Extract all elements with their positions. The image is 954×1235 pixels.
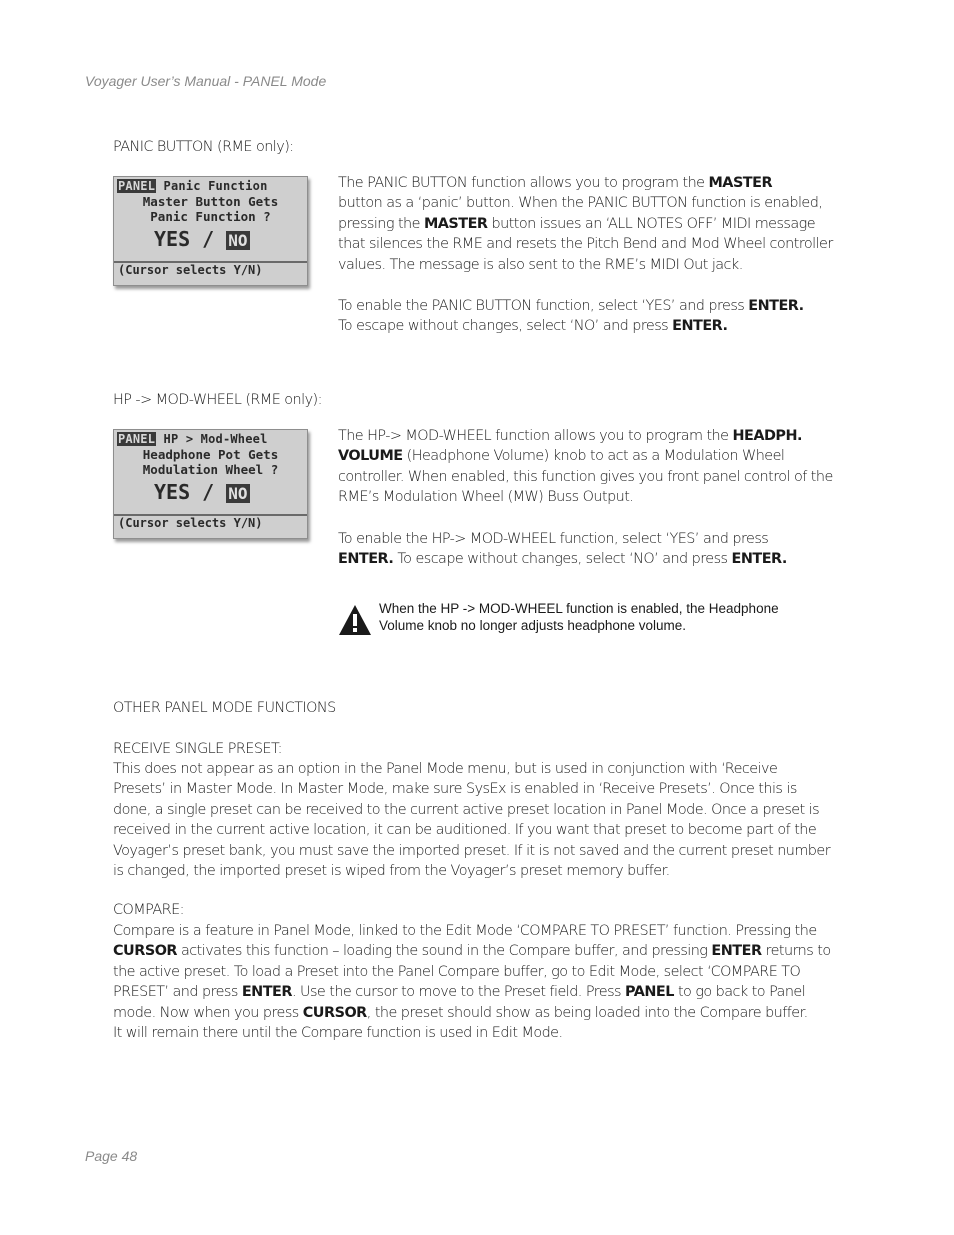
key-label: ENTER.	[672, 318, 728, 335]
text-run: values. The message is also sent to the RME’s MIDI Out jack.	[338, 256, 743, 273]
lcd-title	[117, 179, 268, 193]
text-run: RME’s Modulation Wheel (MW) Buss Output.	[338, 489, 634, 506]
text-run: Compare is a feature in Panel Mode, linked to the Edit Mode ‘COMPARE TO PRESET’ function. Pressing the	[113, 923, 817, 939]
paragraph-line: Presets’ in Master Mode. In Master Mode, make sure SysEx is enabled in ‘Receive Presets’. Once this is	[113, 781, 797, 798]
paragraph-line	[113, 941, 853, 961]
paragraph-line	[113, 1003, 853, 1023]
hp-lcd-screen	[113, 429, 308, 539]
paragraph-line: received in the current active location, it can be auditioned. If you want that preset to become part of the	[113, 822, 817, 839]
hp-instructions	[338, 529, 853, 570]
text-run: To escape without changes, select ‘NO’ and press	[338, 318, 673, 335]
lcd-hint: (Cursor selects Y/N)	[118, 516, 263, 530]
text-run: button issues an ‘ALL NOTES OFF’ MIDI message	[487, 215, 816, 232]
paragraph-line	[338, 467, 853, 487]
receive-paragraph	[113, 759, 853, 881]
text-run: The HP-> MOD-WHEEL function allows you to program the	[338, 428, 733, 444]
lcd-no-selected: NO	[228, 231, 248, 250]
paragraph-line: is changed, the imported preset is wiped from the Voyager’s preset memory buffer.	[113, 863, 670, 880]
hp-instr-text: To escape without changes, select ‘NO’ and press	[393, 551, 732, 568]
hp-heading: HP -> MOD-WHEEL (RME only):	[113, 392, 322, 408]
key-label: MASTER	[708, 175, 773, 191]
paragraph-line: Voyager’s preset bank, you must save the imported preset. If it is not saved and the current preset number	[113, 842, 831, 859]
text-run: the active preset. To load a Preset into the Panel Compare buffer, go to Edit Mode, select ‘COMPARE TO	[113, 963, 801, 980]
text-run: The PANIC BUTTON function allows you to program the	[338, 175, 709, 191]
text-run: , the preset should show as being loaded into the Compare buffer.	[366, 1004, 808, 1021]
paragraph-line	[338, 446, 853, 466]
key-label: PANEL	[625, 984, 674, 1001]
paragraph-line	[338, 214, 853, 234]
warning-icon	[338, 604, 372, 636]
other-heading: OTHER PANEL MODE FUNCTIONS	[113, 700, 336, 716]
paragraph-line	[113, 962, 853, 982]
page-header: Voyager User’s Manual - PANEL Mode	[85, 73, 327, 89]
lcd-line-2: Panic Function ?	[150, 209, 271, 224]
panic-description	[338, 173, 853, 275]
lcd-yes: YES	[154, 480, 203, 504]
lcd-hint: (Cursor selects Y/N)	[118, 263, 263, 277]
text-run: to go back to Panel	[673, 984, 806, 1001]
lcd-slash: /	[202, 227, 215, 251]
lcd-function-label: Panic Function	[156, 179, 268, 193]
paragraph-line	[338, 234, 853, 254]
text-run: . Use the cursor to move to the Preset field. Press	[291, 984, 625, 1001]
panic-lcd-screen	[113, 176, 308, 286]
paragraph-line	[338, 255, 853, 275]
text-run: pressing the	[338, 215, 424, 232]
paragraph-line	[338, 193, 853, 213]
text-run: controller. When enabled, this function gives you front panel control of the	[338, 468, 833, 485]
paragraph-line	[338, 316, 853, 336]
paragraph-line	[113, 1023, 853, 1043]
paragraph-line: This does not appear as an option in the Panel Mode menu, but is used in conjunction with ‘Receive	[113, 761, 778, 777]
lcd-line-1: Headphone Pot Gets	[142, 447, 279, 462]
key-label: HEADPH.	[732, 428, 802, 444]
text-run: activates this function – loading the sound in the Compare buffer, and pressing	[177, 943, 712, 960]
paragraph-line: done, a single preset can be received to the current active preset location in Panel Mode. Once a preset is	[113, 801, 820, 818]
text-run: returns to	[761, 943, 831, 960]
text-run: (Headphone Volume) knob to act as a Modulation Wheel	[402, 448, 785, 465]
lcd-function-label: HP > Mod-Wheel	[156, 432, 268, 446]
warning-line: Volume knob no longer adjusts headphone volume.	[379, 618, 686, 633]
lcd-line-2: Modulation Wheel ?	[142, 462, 279, 477]
text-run: It will remain there until the Compare function is used in Edit Mode.	[113, 1025, 563, 1042]
hp-description	[338, 426, 853, 508]
paragraph-line	[338, 487, 853, 507]
key-label: ENTER.	[748, 298, 804, 314]
page-footer: Page 48	[85, 1148, 138, 1164]
compare-paragraph	[113, 921, 853, 1043]
lcd-yes-no	[154, 227, 250, 251]
lcd-yes: YES	[154, 227, 203, 251]
lcd-no-selected: NO	[228, 484, 248, 503]
key-label: MASTER	[423, 215, 488, 232]
key-label: ENTER	[241, 984, 292, 1001]
text-run: To enable the PANIC BUTTON function, select ‘YES’ and press	[338, 298, 749, 314]
lcd-line-1: Master Button Gets	[142, 194, 279, 209]
lcd-title	[117, 432, 268, 446]
enter-key-label: ENTER.	[338, 551, 394, 568]
key-label: CURSOR	[113, 943, 178, 960]
text-run: mode. Now when you press	[113, 1004, 303, 1021]
warning-note	[379, 600, 819, 634]
paragraph-line	[338, 426, 853, 446]
lcd-mode-label: PANEL	[118, 179, 156, 193]
paragraph-line	[338, 296, 853, 316]
lcd-yes-no	[154, 480, 250, 504]
hp-instr-line-1: To enable the HP-> MOD-WHEEL function, select ‘YES’ and press	[338, 531, 769, 547]
key-label: VOLUME	[338, 448, 403, 465]
paragraph-line	[113, 982, 853, 1002]
compare-heading: COMPARE:	[113, 902, 184, 918]
warning-line: When the HP -> MOD-WHEEL function is enabled, the Headphone	[379, 601, 779, 616]
panic-heading: PANIC BUTTON (RME only):	[113, 139, 294, 155]
key-label: CURSOR	[302, 1004, 367, 1021]
lcd-mode-label: PANEL	[118, 432, 156, 446]
enter-key-label: ENTER.	[731, 551, 787, 568]
text-run: PRESET’ and press	[113, 984, 242, 1001]
hp-instr-line-2	[338, 549, 853, 569]
receive-heading: RECEIVE SINGLE PRESET:	[113, 741, 282, 757]
text-run: button as a ‘panic’ button. When the PANIC BUTTON function is enabled,	[338, 195, 823, 212]
panic-instructions	[338, 296, 853, 337]
lcd-slash: /	[202, 480, 215, 504]
paragraph-line	[338, 173, 853, 193]
text-run: that silences the RME and resets the Pitch Bend and Mod Wheel controller	[338, 236, 833, 253]
key-label: ENTER	[711, 943, 762, 960]
paragraph-line	[113, 921, 853, 941]
